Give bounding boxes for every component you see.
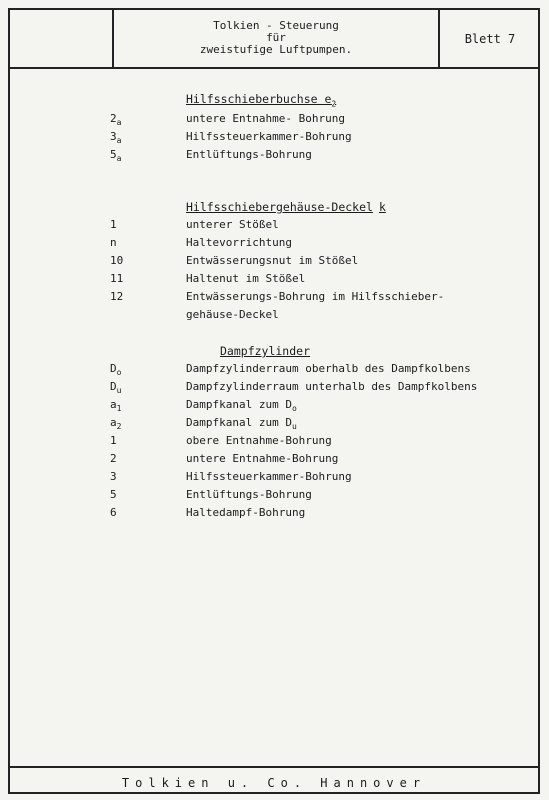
legend-key: 10 [110,254,124,267]
legend-row [0,488,549,506]
legend-key: $a_2$ [110,416,122,432]
legend-row [0,290,549,308]
sheet-number: Blett 7 [464,32,516,46]
footer-company: Tolkien u. Co. Hannover [121,776,427,790]
legend-description: Entlüftungs-Bohrung [186,148,312,161]
legend-row [0,308,549,326]
legend-description: Haltedampf-Bohrung [186,506,306,519]
legend-description: Dampfzylinderraum unterhalb des Dampfkolbens [186,380,478,393]
legend-row [0,112,549,130]
legend-row [0,236,549,254]
legend-key: 11 [110,272,124,285]
legend-description: Dampfkanal zum $D_u$ [186,416,297,432]
section-heading: Dampfzylinder [220,344,311,358]
section-heading: Hilfsschieberbuchse $e_2$ [186,92,337,109]
legend-row [0,506,549,524]
section-heading: Hilfsschiebergehäuse-Deckel k [186,200,386,214]
legend-description: Entwässerungs-Bohrung im Hilfsschieber- [186,290,445,303]
legend-row [0,272,549,290]
legend-key: 1 [110,218,117,231]
legend-key: 5 [110,488,117,501]
legend-description: Hilfssteuerkammer-Bohrung [186,470,352,483]
legend-key: 2 [110,452,117,465]
legend-row [0,362,549,380]
legend-key: $3_a$ [110,130,122,146]
legend-key: $2_a$ [110,112,122,128]
legend-description: Haltenut im Stößel [186,272,306,285]
legend-row [0,452,549,470]
legend-key: 12 [110,290,124,303]
legend-description: obere Entnahme-Bohrung [186,434,332,447]
legend-row [0,218,549,236]
legend-description: Entlüftungs-Bohrung [186,488,312,501]
section-heading-suffix: k [378,200,386,214]
legend-description: Entwässerungsnut im Stößel [186,254,359,267]
legend-key: n [110,236,117,249]
legend-description: Dampfzylinderraum oberhalb des Dampfkolbens [186,362,471,375]
legend-row [0,254,549,272]
legend-row [0,470,549,488]
legend-row [0,380,549,398]
legend-description: untere Entnahme- Bohrung [186,112,345,125]
legend-key: 3 [110,470,117,483]
legend-key: $5_a$ [110,148,122,164]
legend-description: Hilfssteuerkammer-Bohrung [186,130,352,143]
legend-row [0,148,549,166]
legend-key: 1 [110,434,117,447]
legend-key: 6 [110,506,117,519]
legend-description: Haltevorrichtung [186,236,292,249]
legend-row [0,130,549,148]
legend-description: untere Entnahme-Bohrung [186,452,339,465]
title-line: für [266,31,286,44]
legend-description: gehäuse-Deckel [186,308,279,321]
document-title [114,20,438,56]
footer-divider [10,766,538,768]
legend-description: unterer Stößel [186,218,279,231]
title-line: zweistufige Luftpumpen. [199,43,353,56]
legend-key: $D_o$ [110,362,122,378]
title-line: Tolkien - Steuerung [213,19,339,32]
legend-key: $a_1$ [110,398,122,414]
legend-row [0,416,549,434]
legend-row [0,398,549,416]
title-block [10,10,538,69]
legend-description: Dampfkanal zum $D_o$ [186,398,297,414]
legend-row [0,434,549,452]
legend-key: $D_u$ [110,380,122,396]
